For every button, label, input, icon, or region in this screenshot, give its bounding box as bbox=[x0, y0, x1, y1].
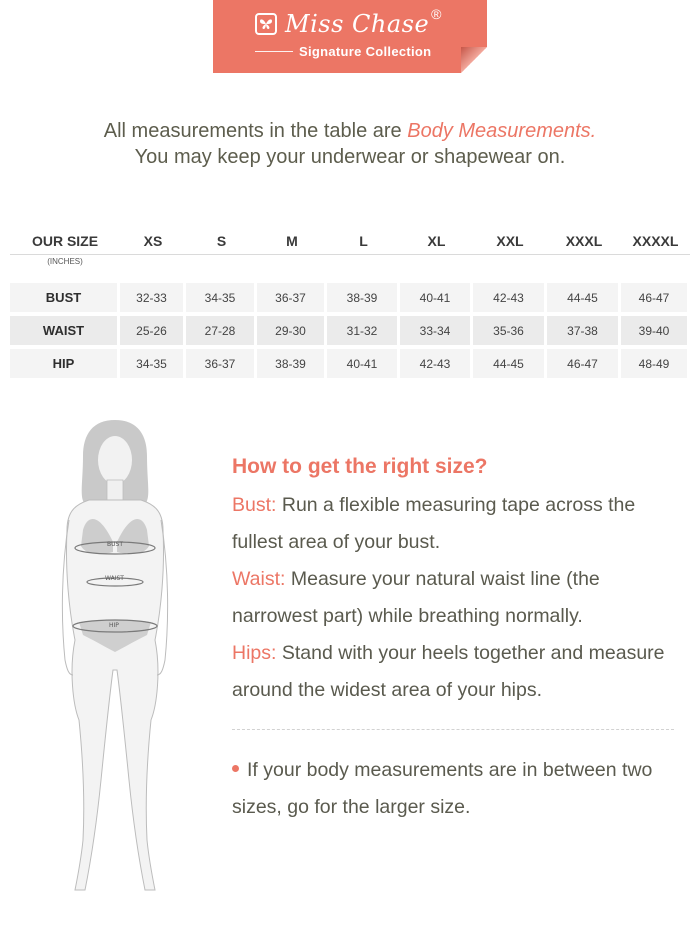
table-cell: 37-38 bbox=[547, 316, 621, 345]
brand-name: Miss Chase bbox=[285, 10, 430, 38]
row-label-hip: HIP bbox=[10, 349, 120, 378]
waist-term: Waist: bbox=[232, 568, 286, 590]
table-cell: 48-49 bbox=[621, 349, 690, 378]
table-cell: 44-45 bbox=[547, 283, 621, 312]
table-cell: 42-43 bbox=[400, 349, 473, 378]
dashed-divider bbox=[232, 729, 674, 730]
note-text: If your body measurements are in between two sizes, go for the larger size. bbox=[232, 759, 653, 818]
size-header-xl: XL bbox=[427, 233, 446, 249]
table-cell: 46-47 bbox=[547, 349, 621, 378]
header-divider bbox=[10, 254, 690, 255]
size-header-xxxl: XXXL bbox=[565, 233, 603, 249]
waist-label: WAIST bbox=[105, 575, 124, 582]
size-chart-table bbox=[10, 230, 690, 382]
table-cell: 44-45 bbox=[473, 349, 547, 378]
hips-instruction: Stand with your heels together and measure around the widest area of your hips. bbox=[232, 642, 665, 701]
bust-instruction: Run a flexible measuring tape across the fullest area of your bust. bbox=[232, 494, 636, 553]
bullet-icon bbox=[232, 765, 239, 772]
table-cell: 31-32 bbox=[327, 316, 400, 345]
female-figure-icon bbox=[55, 420, 175, 895]
guide-waist bbox=[232, 561, 672, 635]
table-cell: 38-39 bbox=[327, 283, 400, 312]
guide-hips bbox=[232, 635, 672, 709]
butterfly-logo-icon bbox=[255, 13, 277, 35]
intro-text bbox=[0, 118, 700, 170]
table-cell: 27-28 bbox=[186, 316, 257, 345]
row-label-waist: WAIST bbox=[10, 316, 120, 345]
table-cell: 36-37 bbox=[186, 349, 257, 378]
table-cell: 36-37 bbox=[257, 283, 327, 312]
size-note bbox=[232, 752, 672, 826]
table-cell: 46-47 bbox=[621, 283, 690, 312]
brand-banner bbox=[213, 0, 487, 73]
registered-mark: ® bbox=[431, 6, 442, 22]
table-body bbox=[10, 283, 690, 378]
intro-accent: Body Measurements. bbox=[407, 120, 597, 142]
hips-term: Hips: bbox=[232, 642, 277, 664]
size-header-s: S bbox=[216, 233, 227, 249]
hip-label: HIP bbox=[109, 622, 119, 629]
guide-bust bbox=[232, 487, 672, 561]
table-cell: 35-36 bbox=[473, 316, 547, 345]
body-measurement-figure bbox=[55, 420, 175, 895]
intro-line-1 bbox=[0, 118, 700, 144]
unit-label: (INCHES) bbox=[47, 257, 83, 266]
table-row-waist bbox=[10, 316, 690, 345]
page-fold-mask bbox=[461, 47, 487, 73]
row-label-bust: BUST bbox=[10, 283, 120, 312]
table-cell: 34-35 bbox=[120, 349, 186, 378]
size-header-xxxxl: XXXXL bbox=[632, 233, 679, 249]
table-header-row bbox=[10, 230, 690, 252]
collection-row bbox=[255, 44, 431, 59]
table-cell: 39-40 bbox=[621, 316, 690, 345]
bust-label: BUST bbox=[107, 541, 123, 548]
table-row-bust bbox=[10, 283, 690, 312]
table-cell: 25-26 bbox=[120, 316, 186, 345]
size-header-xs: XS bbox=[143, 233, 163, 249]
table-cell: 29-30 bbox=[257, 316, 327, 345]
table-cell: 40-41 bbox=[400, 283, 473, 312]
size-header-l: L bbox=[359, 233, 368, 249]
collection-label: Signature Collection bbox=[299, 44, 432, 59]
table-cell: 38-39 bbox=[257, 349, 327, 378]
intro-line-2: You may keep your underwear or shapewear on. bbox=[134, 146, 566, 168]
guide-title: How to get the right size? bbox=[232, 455, 488, 478]
waist-instruction: Measure your natural waist line (the narrowest part) while breathing normally. bbox=[232, 568, 600, 627]
our-size-header: OUR SIZE bbox=[31, 233, 99, 249]
table-cell: 42-43 bbox=[473, 283, 547, 312]
intro-prefix: All measurements in the table are bbox=[103, 120, 408, 142]
table-cell: 33-34 bbox=[400, 316, 473, 345]
collection-divider bbox=[255, 51, 293, 52]
table-cell: 40-41 bbox=[327, 349, 400, 378]
table-row-hip bbox=[10, 349, 690, 378]
size-guide bbox=[232, 453, 672, 826]
size-header-m: M bbox=[286, 233, 298, 249]
brand-row bbox=[255, 6, 442, 38]
table-cell: 32-33 bbox=[120, 283, 186, 312]
bust-term: Bust: bbox=[232, 494, 277, 516]
table-cell: 34-35 bbox=[186, 283, 257, 312]
size-header-xxl: XXL bbox=[496, 233, 524, 249]
